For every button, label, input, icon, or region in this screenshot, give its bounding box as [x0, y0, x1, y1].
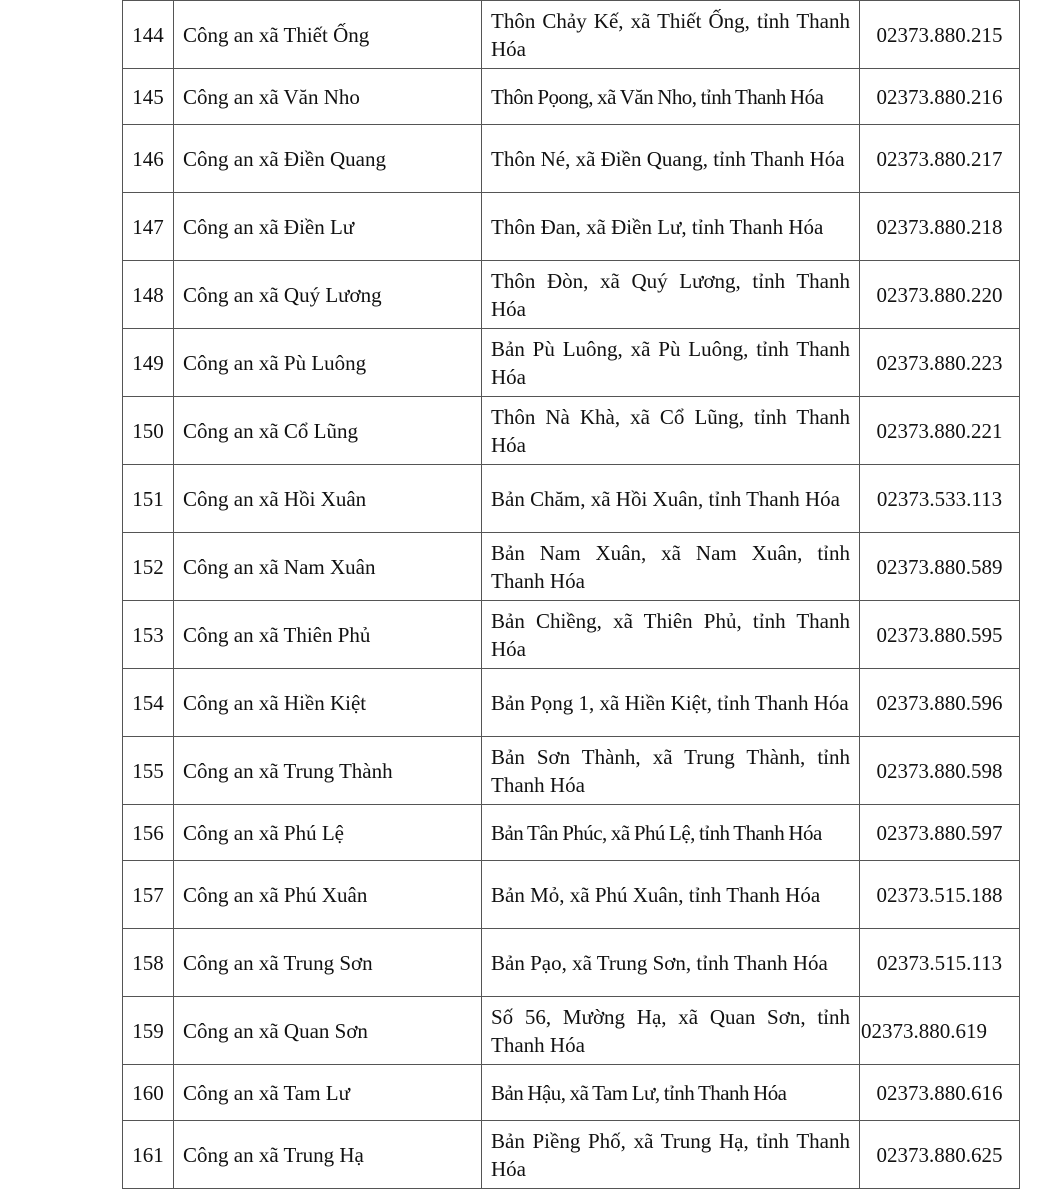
unit-name: Công an xã Nam Xuân [174, 533, 482, 601]
unit-name: Công an xã Phú Xuân [174, 861, 482, 929]
table-row [123, 861, 1020, 929]
unit-name: Công an xã Tam Lư [174, 1065, 482, 1121]
table-row [123, 329, 1020, 397]
unit-address: Số 56, Mường Hạ, xã Quan Sơn, tỉnh Thanh Hóa [482, 997, 860, 1065]
unit-phone: 02373.880.218 [860, 193, 1020, 261]
unit-address: Bản Mỏ, xã Phú Xuân, tỉnh Thanh Hóa [482, 861, 860, 929]
row-number: 150 [123, 397, 174, 465]
unit-name: Công an xã Hồi Xuân [174, 465, 482, 533]
table-row [123, 805, 1020, 861]
table-row [123, 669, 1020, 737]
table-row [123, 533, 1020, 601]
unit-name: Công an xã Phú Lệ [174, 805, 482, 861]
row-number: 152 [123, 533, 174, 601]
table-row [123, 261, 1020, 329]
table-row [123, 193, 1020, 261]
row-number: 155 [123, 737, 174, 805]
row-number: 161 [123, 1121, 174, 1189]
unit-phone: 02373.515.113 [860, 929, 1020, 997]
unit-address: Bản Pạo, xã Trung Sơn, tỉnh Thanh Hóa [482, 929, 860, 997]
unit-address: Bản Piềng Phố, xã Trung Hạ, tỉnh Thanh Hóa [482, 1121, 860, 1189]
row-number: 144 [123, 1, 174, 69]
unit-address: Thôn Pọong, xã Văn Nho, tỉnh Thanh Hóa [482, 69, 860, 125]
row-number: 146 [123, 125, 174, 193]
table-row [123, 465, 1020, 533]
unit-phone: 02373.880.619 [860, 997, 1020, 1065]
row-number: 154 [123, 669, 174, 737]
table-row [123, 1, 1020, 69]
unit-name: Công an xã Trung Hạ [174, 1121, 482, 1189]
unit-name: Công an xã Trung Sơn [174, 929, 482, 997]
unit-phone: 02373.533.113 [860, 465, 1020, 533]
table-row [123, 1121, 1020, 1189]
unit-phone: 02373.880.589 [860, 533, 1020, 601]
unit-phone: 02373.880.597 [860, 805, 1020, 861]
unit-phone: 02373.880.596 [860, 669, 1020, 737]
unit-phone: 02373.880.217 [860, 125, 1020, 193]
unit-phone: 02373.880.221 [860, 397, 1020, 465]
unit-phone: 02373.880.216 [860, 69, 1020, 125]
unit-phone: 02373.880.220 [860, 261, 1020, 329]
unit-address: Thôn Đan, xã Điền Lư, tỉnh Thanh Hóa [482, 193, 860, 261]
unit-address: Thôn Chảy Kế, xã Thiết Ống, tỉnh Thanh Hóa [482, 1, 860, 69]
row-number: 149 [123, 329, 174, 397]
row-number: 158 [123, 929, 174, 997]
unit-name: Công an xã Hiền Kiệt [174, 669, 482, 737]
row-number: 148 [123, 261, 174, 329]
table-row [123, 929, 1020, 997]
unit-phone: 02373.880.223 [860, 329, 1020, 397]
unit-phone: 02373.515.188 [860, 861, 1020, 929]
row-number: 147 [123, 193, 174, 261]
table-row [123, 997, 1020, 1065]
row-number: 153 [123, 601, 174, 669]
unit-address: Bản Tân Phúc, xã Phú Lệ, tỉnh Thanh Hóa [482, 805, 860, 861]
unit-address: Bản Pọng 1, xã Hiền Kiệt, tỉnh Thanh Hóa [482, 669, 860, 737]
row-number: 156 [123, 805, 174, 861]
unit-name: Công an xã Quý Lương [174, 261, 482, 329]
unit-address: Thôn Nà Khà, xã Cổ Lũng, tỉnh Thanh Hóa [482, 397, 860, 465]
unit-name: Công an xã Cổ Lũng [174, 397, 482, 465]
table-row [123, 737, 1020, 805]
unit-phone: 02373.880.215 [860, 1, 1020, 69]
unit-address: Thôn Né, xã Điền Quang, tỉnh Thanh Hóa [482, 125, 860, 193]
unit-name: Công an xã Trung Thành [174, 737, 482, 805]
unit-address: Bản Hậu, xã Tam Lư, tỉnh Thanh Hóa [482, 1065, 860, 1121]
police-contact-table [122, 0, 1020, 1189]
unit-name: Công an xã Điền Quang [174, 125, 482, 193]
unit-address: Bản Pù Luông, xã Pù Luông, tỉnh Thanh Hóa [482, 329, 860, 397]
unit-name: Công an xã Pù Luông [174, 329, 482, 397]
row-number: 160 [123, 1065, 174, 1121]
unit-phone: 02373.880.598 [860, 737, 1020, 805]
unit-phone: 02373.880.616 [860, 1065, 1020, 1121]
unit-name: Công an xã Văn Nho [174, 69, 482, 125]
table-row [123, 69, 1020, 125]
row-number: 157 [123, 861, 174, 929]
table-row [123, 125, 1020, 193]
unit-phone: 02373.880.595 [860, 601, 1020, 669]
unit-name: Công an xã Quan Sơn [174, 997, 482, 1065]
unit-address: Bản Nam Xuân, xã Nam Xuân, tỉnh Thanh Hóa [482, 533, 860, 601]
unit-name: Công an xã Thiên Phủ [174, 601, 482, 669]
row-number: 145 [123, 69, 174, 125]
table-row [123, 1065, 1020, 1121]
table-row [123, 601, 1020, 669]
unit-name: Công an xã Thiết Ống [174, 1, 482, 69]
table-row [123, 397, 1020, 465]
unit-phone: 02373.880.625 [860, 1121, 1020, 1189]
unit-name: Công an xã Điền Lư [174, 193, 482, 261]
unit-address: Thôn Đòn, xã Quý Lương, tỉnh Thanh Hóa [482, 261, 860, 329]
row-number: 151 [123, 465, 174, 533]
unit-address: Bản Sơn Thành, xã Trung Thành, tỉnh Thanh Hóa [482, 737, 860, 805]
unit-address: Bản Chăm, xã Hồi Xuân, tỉnh Thanh Hóa [482, 465, 860, 533]
unit-address: Bản Chiềng, xã Thiên Phủ, tỉnh Thanh Hóa [482, 601, 860, 669]
row-number: 159 [123, 997, 174, 1065]
